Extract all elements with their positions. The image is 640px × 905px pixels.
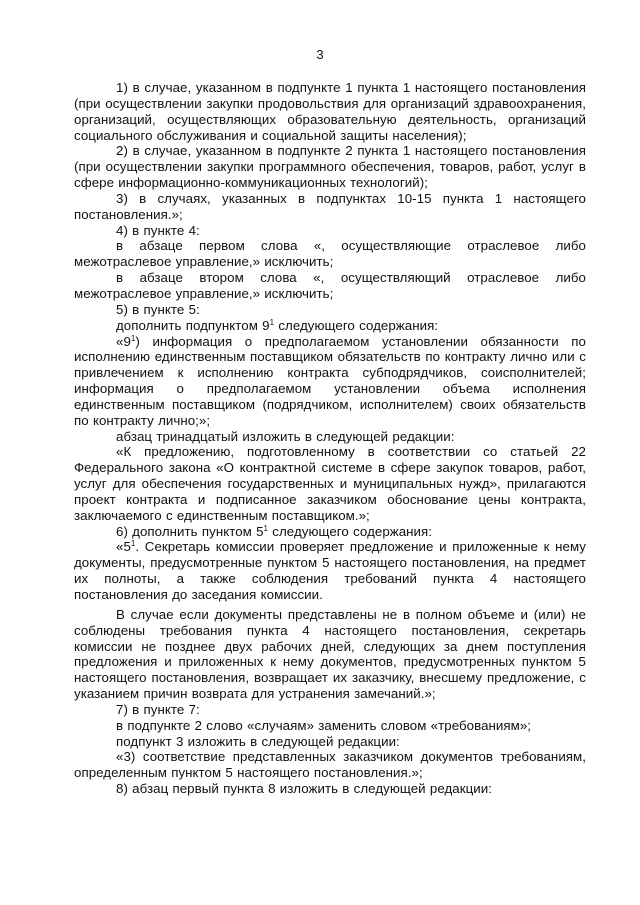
paragraph-text: следующего содержания: bbox=[274, 317, 439, 333]
paragraph bbox=[74, 318, 586, 334]
paragraph: 4) в пункте 4: bbox=[116, 222, 200, 238]
document-body bbox=[74, 80, 586, 797]
paragraph: 8) абзац первый пункта 8 изложить в следующей редакции: bbox=[116, 781, 492, 797]
paragraph: 1) в случае, указанном в подпункте 1 пункта 1 настоящего постановления (при осуществлении закупки продовольствия для организаций здравоохранения, организаций, осуществляющих образовательную деятельность, организаций социального обслуживания и социальной защиты населения); bbox=[74, 80, 586, 143]
paragraph: 2) в случае, указанном в подпункте 2 пункта 1 настоящего постановления (при осуществлении закупки программного обеспечения, товаров, работ, услуг в сфере информационно-коммуникационных технологий); bbox=[74, 143, 586, 191]
paragraph-text: ) информация о предполагаемом установлении обязанности по исполнению единственным поставщиком обязательств по контракту лично или с привлечением к исполнению контракта субподрядчиков, соисполнителей; информация о предполагаемом установлении объема исполнения единственным поставщиком (подрядчиком, исполнителем) своих обязательств по контракту лично;»; bbox=[74, 333, 586, 428]
paragraph-text: «5 bbox=[116, 539, 131, 555]
paragraph: абзац тринадцатый изложить в следующей редакции: bbox=[116, 428, 455, 444]
paragraph: в абзаце первом слова «, осуществляющие отраслевое либо межотраслевое управление,» исключить; bbox=[74, 238, 586, 270]
paragraph: подпункт 3 изложить в следующей редакции: bbox=[116, 733, 400, 749]
paragraph-text: следующего содержания: bbox=[268, 523, 433, 539]
superscript: 1 bbox=[263, 523, 269, 533]
superscript: 1 bbox=[130, 333, 136, 343]
paragraph bbox=[74, 524, 586, 540]
paragraph-text: 6) дополнить пунктом 5 bbox=[116, 523, 264, 539]
paragraph: В случае если документы представлены не в полном объеме и (или) не соблюдены требования пункта 4 настоящего постановления, секретарь комиссии не позднее двух рабочих дней, следующих за днем поступления предложения и приложенных к нему документов, предусмотренных пунктом 5 настоящего постановления, возвращает их заказчику, внесшему предложение, с указанием причин возврата для устранения замечаний.»; bbox=[74, 606, 586, 702]
paragraph: 3) в случаях, указанных в подпунктах 10-15 пункта 1 настоящего постановления.»; bbox=[74, 190, 586, 222]
paragraph: 7) в пункте 7: bbox=[116, 701, 200, 717]
paragraph: в абзаце втором слова «, осуществляющий отраслевое либо межотраслевое управление,» исключить; bbox=[74, 270, 586, 301]
paragraph bbox=[74, 539, 586, 602]
superscript: 1 bbox=[269, 317, 275, 327]
paragraph: 5) в пункте 5: bbox=[116, 301, 200, 317]
paragraph: в подпункте 2 слово «случаям» заменить словом «требованиям»; bbox=[116, 717, 532, 733]
paragraph-text: «9 bbox=[116, 333, 131, 349]
paragraph: «3) соответствие представленных заказчиком документов требованиям, определенным пунктом 5 настоящего постановления.»; bbox=[74, 749, 586, 781]
page-number: 3 bbox=[316, 47, 324, 62]
paragraph bbox=[74, 334, 586, 429]
superscript: 1 bbox=[130, 539, 136, 549]
paragraph-text: дополнить подпунктом 9 bbox=[116, 317, 270, 333]
paragraph: «К предложению, подготовленному в соответствии со статьей 22 Федерального закона «О контрактной системе в сфере закупок товаров, работ, услуг для обеспечения государственных и муниципальных нужд», прилагаются проект контракта и подписанное заказчиком обоснование цены контракта, заключаемого с единственным поставщиком.»; bbox=[74, 444, 586, 523]
paragraph-text: . Секретарь комиссии проверяет предложение и приложенные к нему документы, предусмотренные пунктом 5 настоящего постановления, на предмет их полноты, а также соблюдения требований пункта 4 настоящего постановления до заседания комиссии. bbox=[74, 539, 586, 602]
